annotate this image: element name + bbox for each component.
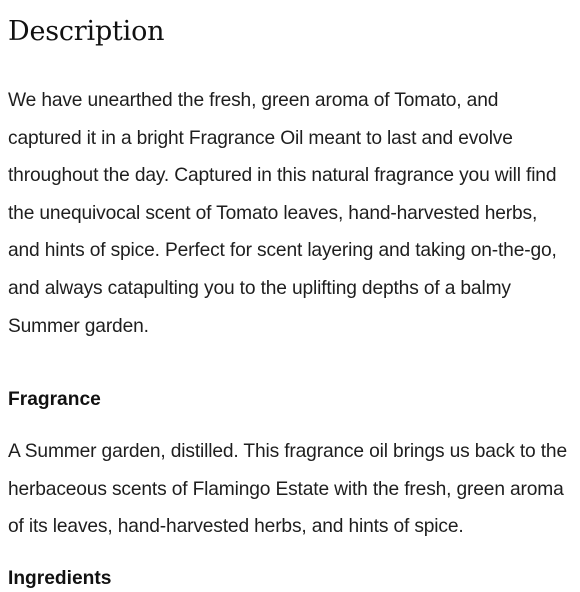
description-text: We have unearthed the fresh, green aroma of Tomato, and captured it in a bright Fragrance Oil meant to last and evolve throughout the day. Captured in this natural fragrance you will find the unequivocal scent of Tomato leaves, hand-harvested herbs, and hints of spice. Perfect for scent layering and taking on-the-go, and always catapulting you to the uplifting depths of a balmy Summer garden. xyxy=(8,90,557,337)
ingredients-heading[interactable]: Ingredients xyxy=(8,568,112,589)
description-title: Description xyxy=(8,16,165,47)
fragrance-text: A Summer garden, distilled. This fragrance oil brings us back to the herbaceous scents of Flamingo Estate with the fresh, green aroma of its leaves, hand-harvested herbs, and hints of spice. xyxy=(8,441,567,538)
fragrance-heading: Fragrance xyxy=(8,389,101,410)
